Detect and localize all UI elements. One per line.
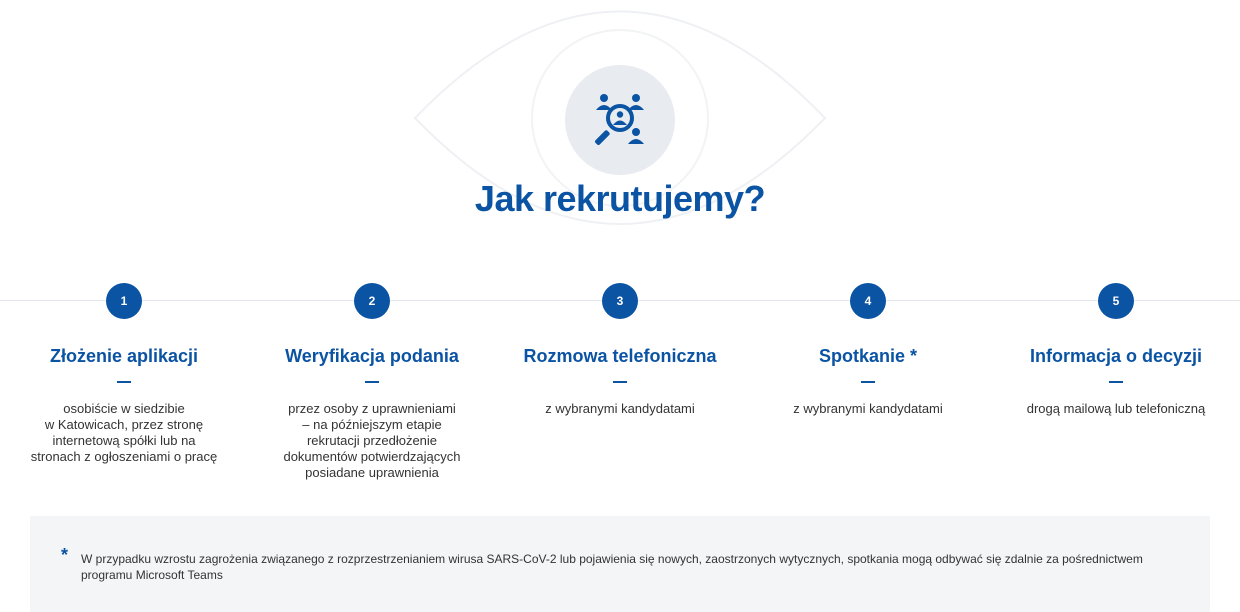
step-number-badge: 4 <box>850 283 886 319</box>
step-description: drogą mailową lub telefoniczną <box>1026 401 1206 416</box>
step-description: osobiście w siedzibie w Katowicach, przez stronę internetową spółki lub na stronach z ogłoszeniami o pracę <box>30 401 218 464</box>
step-number-badge: 5 <box>1098 283 1134 319</box>
covid-note-text: W przypadku wzrostu zagrożenia związanego z rozprzestrzenianiem wirusa SARS-CoV-2 lub pojawienia się nowych, zaostrzonych wytycznych, spotkania mogą odbywać się zdalnie za pośrednictwem programu Microsoft Teams <box>81 552 1143 582</box>
step-title: Weryfikacja podania <box>285 346 459 366</box>
step-number-badge: 2 <box>354 283 390 319</box>
step-divider <box>1109 381 1123 383</box>
step-divider <box>365 381 379 383</box>
step-title: Złożenie aplikacji <box>49 346 199 366</box>
step-divider <box>117 381 131 383</box>
recruitment-icon-circle <box>565 65 675 175</box>
asterisk-marker: * <box>61 545 69 565</box>
step-phone-interview <box>496 283 744 417</box>
step-divider <box>861 381 875 383</box>
page-title: Jak rekrutujemy? <box>474 178 766 219</box>
step-description: z wybranymi kandydatami <box>545 401 695 416</box>
step-meeting <box>744 283 992 417</box>
step-divider <box>613 381 627 383</box>
step-title: Informacja o decyzji <box>1029 346 1203 366</box>
step-application <box>0 283 248 465</box>
step-description: przez osoby z uprawnieniami – na późniejszym etapie rekrutacji przedłożenie dokumentów potwierdzających posiadane uprawnienia <box>283 401 461 480</box>
step-title: Spotkanie * <box>818 346 918 366</box>
step-number-badge: 3 <box>602 283 638 319</box>
step-number-badge: 1 <box>106 283 142 319</box>
step-decision <box>992 283 1240 417</box>
covid-note-box <box>30 516 1210 612</box>
step-verification <box>248 283 496 481</box>
step-description: z wybranymi kandydatami <box>793 401 943 416</box>
step-title: Rozmowa telefoniczna <box>523 346 717 366</box>
recruitment-search-icon <box>592 92 648 148</box>
